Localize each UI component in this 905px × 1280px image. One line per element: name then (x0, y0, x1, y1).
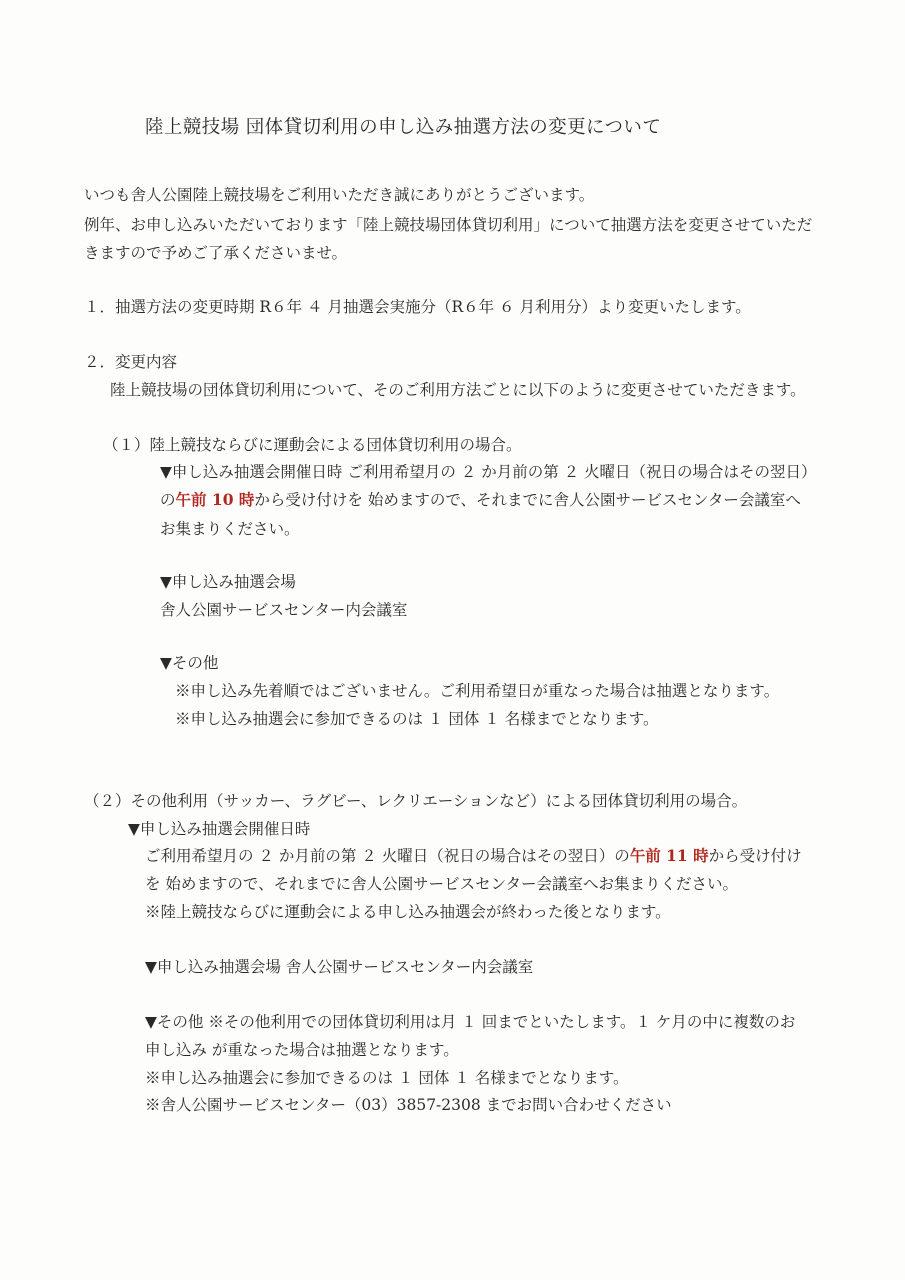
sub1-note-2: ※申し込み抽選会に参加できるのは １ 団体 １ 名様までとなります。 (175, 710, 659, 728)
sub2-other-line-1: ▼その他 ※その他利用での団体貸切利用は月 １ 回までといたします。１ ケ月の中に複数のお (145, 1013, 796, 1031)
document-title: 陸上競技場 団体貸切利用の申し込み抽選方法の変更について (145, 117, 662, 138)
sub2-heading: （２）その他利用（サッカー、ラグビー、レクリエーションなど）による団体貸切利用の場合。 (84, 792, 748, 810)
sub2-date-note: ※陸上競技ならびに運動会による申し込み抽選会が終わった後となります。 (145, 903, 671, 921)
intro-line-2: 例年、お申し込みいただいております「陸上競技場団体貸切利用」について抽選方法を変更させていただ (84, 216, 813, 234)
section1-text: １．抽選方法の変更時期 R６年 ４ 月抽選会実施分（R６年 ６ 月利用分）より変更いたします。 (84, 298, 751, 316)
sub1-venue-heading: ▼申し込み抽選会場 (160, 573, 296, 591)
section2-lead: 陸上競技場の団体貸切利用について、そのご利用方法ごとに以下のように変更させていただきます。 (110, 381, 806, 399)
sub1-heading: （１）陸上競技ならびに運動会による団体貸切利用の場合。 (103, 436, 522, 454)
sub2-date-heading: ▼申し込み抽選会開催日時 (128, 820, 311, 838)
sub2-start-time: 午前 11 時 (629, 846, 709, 865)
sub2-date-line-2: を 始めますので、それまでに舎人公園サービスセンター会議室へお集まりください。 (145, 875, 738, 893)
sub1-date-line-1: ▼申し込み抽選会開催日時 ご利用希望月の ２ か月前の第 ２ 火曜日（祝日の場合はその翌日） (160, 463, 817, 481)
sub1-start-time: 午前 10 時 (175, 490, 255, 509)
sub1-date-line-3: お集まりください。 (160, 520, 300, 538)
sub1-date-post: から受け付けを 始めますので、それまでに舎人公園サービスセンター会議室へ (254, 491, 801, 509)
sub1-date-line-2 (160, 490, 801, 510)
sub2-date-line-1 (145, 846, 802, 866)
sub1-other-heading: ▼その他 (160, 654, 219, 672)
sub2-date-pre: ご利用希望月の ２ か月前の第 ２ 火曜日（祝日の場合はその翌日）の (145, 847, 630, 865)
sub1-venue: 舎人公園サービスセンター内会議室 (160, 601, 408, 619)
intro-line-1: いつも舎人公園陸上競技場をご利用いただき誠にありがとうございます。 (84, 186, 595, 204)
sub2-note-1: ※申し込み抽選会に参加できるのは １ 団体 １ 名様までとなります。 (145, 1069, 629, 1087)
sub2-other-line-2: 申し込み が重なった場合は抽選となります。 (145, 1041, 459, 1059)
sub2-venue-line: ▼申し込み抽選会場 舎人公園サービスセンター内会議室 (145, 958, 534, 976)
sub2-contact-note: ※舎人公園サービスセンター（03）3857-2308 までお問い合わせください (145, 1096, 672, 1114)
sub2-date-post: から受け付け (708, 847, 802, 865)
intro-line-3: きますので予めご了承くださいませ。 (84, 244, 348, 262)
sub1-date-pre: の (160, 491, 176, 509)
section2-heading: ２．変更内容 (84, 353, 178, 371)
sub1-note-1: ※申し込み先着順ではございません。ご利用希望日が重なった場合は抽選となります。 (175, 682, 780, 700)
